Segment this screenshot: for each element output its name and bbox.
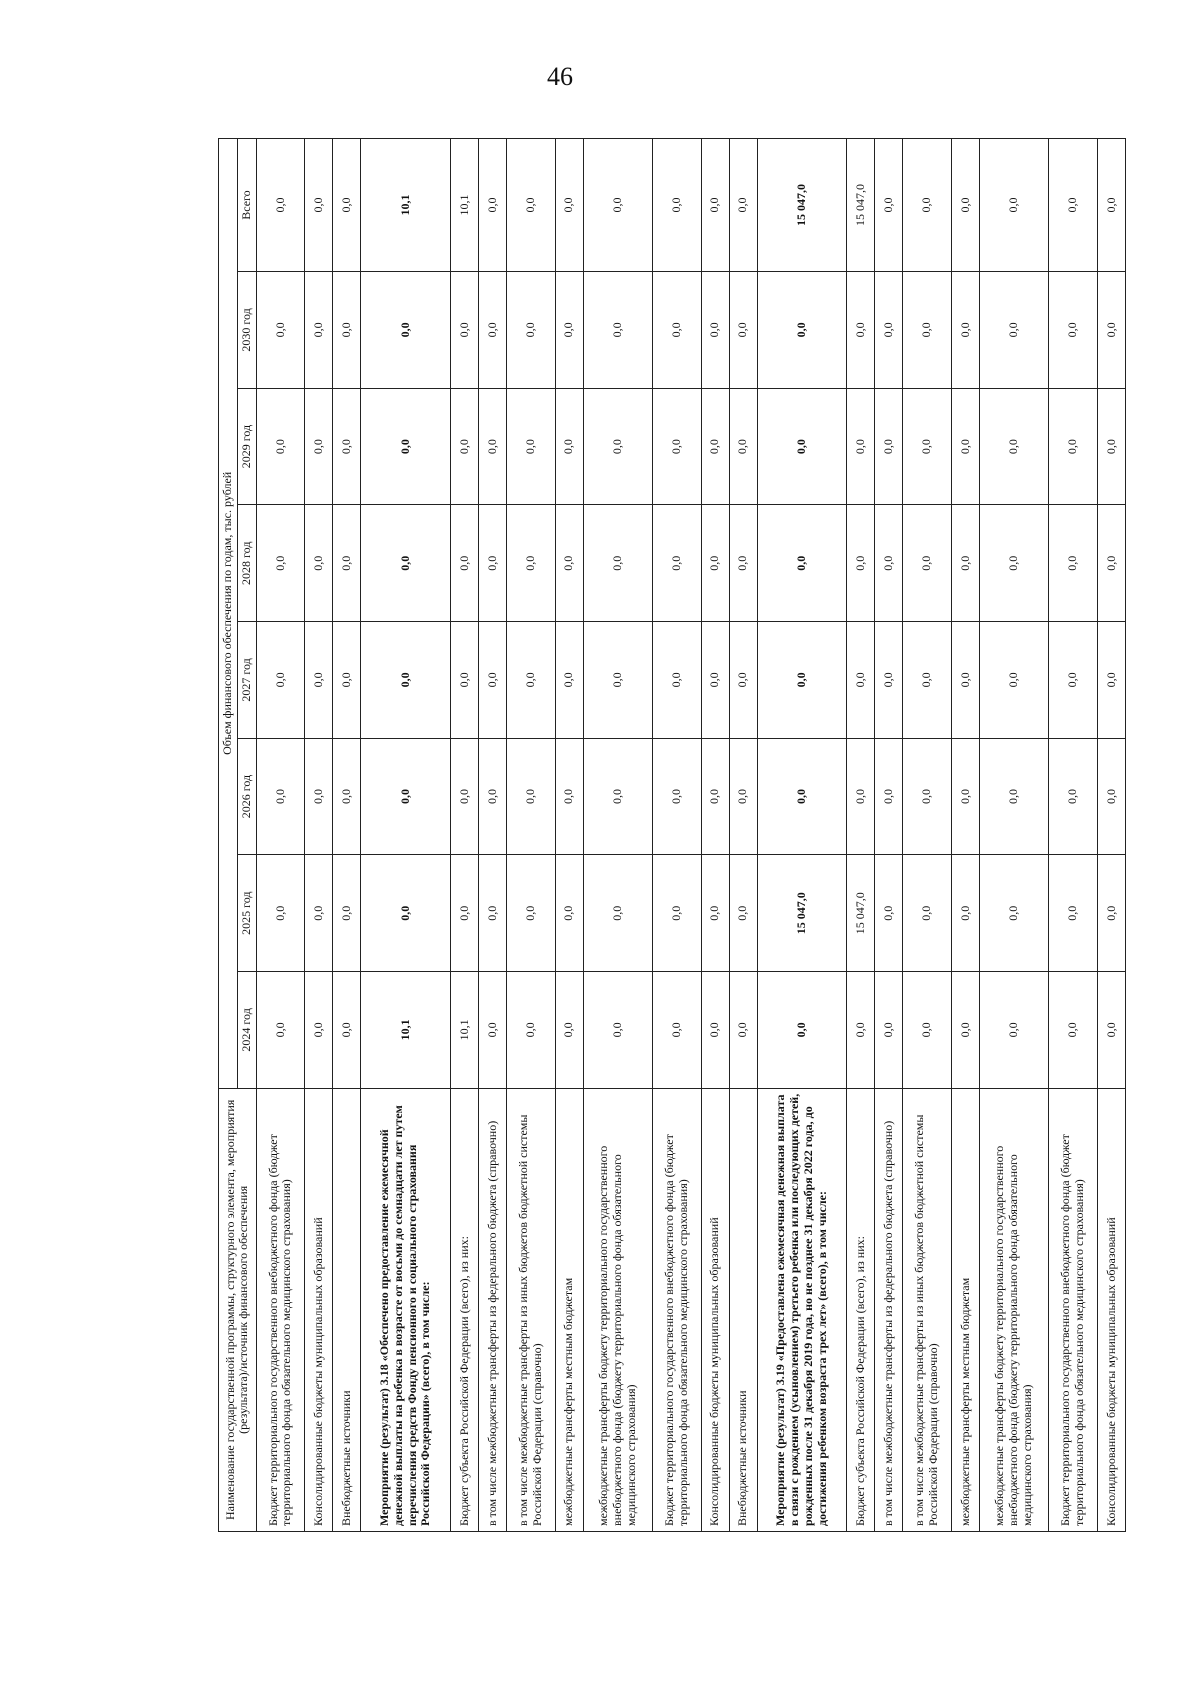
row-name: Мероприятие (результат) 3.19 «Предоставлена ежемесячная денежная выплата в связи с рождением (усыновлением) третьего ребенка или последующих детей, рожденных после 31 декабря 2019 года, но не позднее 31 декабря 2022 года, до достижения ребенком возраста трех лет» (всего), в том числе:: [757, 1088, 847, 1531]
row-year-value: 0,0: [757, 972, 847, 1089]
row-year-value: 0,0: [1097, 855, 1125, 972]
row-year-value: 0,0: [333, 622, 361, 739]
row-year-value: 0,0: [361, 388, 451, 505]
row-year-value: 0,0: [847, 388, 875, 505]
row-year-value: 0,0: [333, 272, 361, 389]
row-year-value: 0,0: [980, 622, 1049, 739]
row-year-value: 0,0: [305, 505, 333, 622]
row-name: Бюджет субъекта Российской Федерации (всего), из них:: [847, 1088, 875, 1531]
header-row-top: [219, 139, 238, 1532]
row-name: межбюджетные трансферты местным бюджетам: [555, 1088, 583, 1531]
row-year-value: 0,0: [507, 855, 556, 972]
row-name: Внебюджетные источники: [729, 1088, 757, 1531]
header-year: 2025 год: [237, 855, 256, 972]
row-year-value: 0,0: [847, 622, 875, 739]
row-name: в том числе межбюджетные трансферты из иных бюджетов бюджетной системы Российской Федерации (справочно): [903, 1088, 952, 1531]
row-year-value: 0,0: [875, 622, 903, 739]
row-year-value: 0,0: [701, 622, 729, 739]
row-year-value: 0,0: [451, 622, 479, 739]
row-year-value: 0,0: [952, 388, 980, 505]
row-total-value: 0,0: [479, 139, 507, 272]
page-number: 46: [547, 62, 573, 91]
table-row: [1097, 139, 1125, 1532]
row-year-value: 0,0: [256, 388, 305, 505]
row-name: Бюджет территориального государственного внебюджетного фонда (бюджет территориального фонда обязательного медицинского страхования): [652, 1088, 701, 1531]
row-year-value: 0,0: [507, 738, 556, 855]
row-year-value: 0,0: [1049, 972, 1098, 1089]
table-row: [256, 139, 305, 1532]
row-year-value: 0,0: [305, 272, 333, 389]
row-total-value: 0,0: [952, 139, 980, 272]
row-name: Консолидированные бюджеты муниципальных образований: [1097, 1088, 1125, 1531]
row-year-value: 0,0: [701, 505, 729, 622]
row-year-value: 0,0: [555, 505, 583, 622]
table-row: [847, 139, 875, 1532]
row-year-value: 0,0: [980, 388, 1049, 505]
row-total-value: 10,1: [451, 139, 479, 272]
row-year-value: 15 047,0: [757, 855, 847, 972]
row-year-value: 0,0: [305, 972, 333, 1089]
row-year-value: 0,0: [757, 738, 847, 855]
row-year-value: 0,0: [583, 622, 652, 739]
row-name: межбюджетные трансферты бюджету территориального государственного внебюджетного фонда (бюджету территориального фонда обязательного медицинского страхования): [583, 1088, 652, 1531]
row-year-value: 0,0: [1049, 855, 1098, 972]
row-total-value: 0,0: [729, 139, 757, 272]
row-year-value: 0,0: [875, 505, 903, 622]
row-year-value: 0,0: [507, 272, 556, 389]
row-year-value: 0,0: [1049, 272, 1098, 389]
row-year-value: 0,0: [903, 388, 952, 505]
row-year-value: 0,0: [583, 505, 652, 622]
row-year-value: 0,0: [583, 855, 652, 972]
row-year-value: 0,0: [1097, 388, 1125, 505]
row-year-value: 0,0: [256, 738, 305, 855]
row-year-value: 0,0: [875, 388, 903, 505]
row-year-value: 0,0: [507, 622, 556, 739]
row-total-value: 0,0: [903, 139, 952, 272]
row-year-value: 0,0: [701, 855, 729, 972]
row-year-value: 0,0: [305, 738, 333, 855]
row-year-value: 0,0: [980, 272, 1049, 389]
row-year-value: 0,0: [361, 505, 451, 622]
row-year-value: 0,0: [729, 272, 757, 389]
row-year-value: 0,0: [583, 738, 652, 855]
table-row: [952, 139, 980, 1532]
row-year-value: 0,0: [847, 505, 875, 622]
header-volume-title: Объем финансового обеспечения по годам, тыс. рублей: [219, 139, 238, 1089]
row-year-value: 0,0: [1049, 388, 1098, 505]
row-year-value: 0,0: [479, 738, 507, 855]
row-year-value: 0,0: [652, 972, 701, 1089]
row-year-value: 0,0: [451, 505, 479, 622]
row-year-value: 0,0: [507, 388, 556, 505]
row-total-value: 10,1: [361, 139, 451, 272]
table-row: [583, 139, 652, 1532]
table-row: [555, 139, 583, 1532]
table-row: [479, 139, 507, 1532]
row-name: Консолидированные бюджеты муниципальных образований: [701, 1088, 729, 1531]
header-total: Всего: [237, 139, 256, 272]
row-year-value: 10,1: [451, 972, 479, 1089]
table-row: [652, 139, 701, 1532]
row-total-value: 0,0: [256, 139, 305, 272]
row-year-value: 0,0: [729, 738, 757, 855]
row-year-value: 0,0: [1097, 738, 1125, 855]
row-year-value: 0,0: [583, 972, 652, 1089]
row-year-value: 0,0: [479, 622, 507, 739]
table-row: [305, 139, 333, 1532]
row-year-value: 0,0: [333, 505, 361, 622]
row-year-value: 0,0: [875, 738, 903, 855]
header-year: 2027 год: [237, 622, 256, 739]
row-name: Бюджет территориального государственного внебюджетного фонда (бюджет территориального фонда обязательного медицинского страхования): [256, 1088, 305, 1531]
row-year-value: 0,0: [652, 388, 701, 505]
row-total-value: 0,0: [583, 139, 652, 272]
table-row: [451, 139, 479, 1532]
table-row: [333, 139, 361, 1532]
row-year-value: 0,0: [451, 855, 479, 972]
row-year-value: 0,0: [555, 855, 583, 972]
row-year-value: 0,0: [256, 622, 305, 739]
row-year-value: 0,0: [451, 272, 479, 389]
row-year-value: 0,0: [652, 272, 701, 389]
row-year-value: 0,0: [555, 388, 583, 505]
row-name: в том числе межбюджетные трансферты из иных бюджетов бюджетной системы Российской Федерации (справочно): [507, 1088, 556, 1531]
row-year-value: 0,0: [479, 505, 507, 622]
row-year-value: 0,0: [256, 505, 305, 622]
row-year-value: 0,0: [757, 622, 847, 739]
row-year-value: 0,0: [980, 505, 1049, 622]
row-year-value: 0,0: [555, 272, 583, 389]
table-row: [1049, 139, 1098, 1532]
table-row: [903, 139, 952, 1532]
row-year-value: 0,0: [757, 388, 847, 505]
row-year-value: 0,0: [583, 272, 652, 389]
row-year-value: 0,0: [1097, 972, 1125, 1089]
row-year-value: 0,0: [903, 272, 952, 389]
row-year-value: 0,0: [1049, 622, 1098, 739]
row-year-value: 0,0: [507, 505, 556, 622]
row-year-value: 0,0: [333, 972, 361, 1089]
row-total-value: 0,0: [1097, 139, 1125, 272]
row-name: в том числе межбюджетные трансферты из федерального бюджета (справочно): [479, 1088, 507, 1531]
row-year-value: 0,0: [701, 388, 729, 505]
row-year-value: 0,0: [952, 622, 980, 739]
row-year-value: 0,0: [305, 855, 333, 972]
row-name: Бюджет территориального государственного внебюджетного фонда (бюджет территориального фонда обязательного медицинского страхования): [1049, 1088, 1098, 1531]
row-year-value: 0,0: [361, 272, 451, 389]
row-year-value: 0,0: [903, 855, 952, 972]
row-year-value: 0,0: [652, 738, 701, 855]
row-year-value: 0,0: [507, 972, 556, 1089]
row-total-value: 15 047,0: [847, 139, 875, 272]
row-name: Консолидированные бюджеты муниципальных образований: [305, 1088, 333, 1531]
row-year-value: 0,0: [361, 855, 451, 972]
row-year-value: 0,0: [555, 738, 583, 855]
table-row: [701, 139, 729, 1532]
rotated-page-area: [218, 138, 1126, 1532]
row-year-value: 0,0: [701, 972, 729, 1089]
row-year-value: 0,0: [479, 855, 507, 972]
row-year-value: 0,0: [980, 972, 1049, 1089]
row-total-value: 0,0: [980, 139, 1049, 272]
row-total-value: 0,0: [875, 139, 903, 272]
table-row: [361, 139, 451, 1532]
row-year-value: 0,0: [1049, 505, 1098, 622]
row-year-value: 0,0: [875, 972, 903, 1089]
row-year-value: 0,0: [952, 855, 980, 972]
row-name: межбюджетные трансферты местным бюджетам: [952, 1088, 980, 1531]
row-year-value: 10,1: [361, 972, 451, 1089]
row-year-value: 0,0: [361, 622, 451, 739]
row-year-value: 0,0: [333, 738, 361, 855]
row-year-value: 0,0: [980, 855, 1049, 972]
row-total-value: 0,0: [507, 139, 556, 272]
row-year-value: 0,0: [952, 738, 980, 855]
financing-sheet: [218, 138, 1126, 1532]
row-year-value: 0,0: [583, 388, 652, 505]
table-row: [757, 139, 847, 1532]
row-year-value: 0,0: [333, 388, 361, 505]
row-year-value: 0,0: [952, 505, 980, 622]
row-total-value: 15 047,0: [757, 139, 847, 272]
row-name: Бюджет субъекта Российской Федерации (всего), из них:: [451, 1088, 479, 1531]
row-year-value: 15 047,0: [847, 855, 875, 972]
row-year-value: 0,0: [361, 738, 451, 855]
row-year-value: 0,0: [305, 388, 333, 505]
row-year-value: 0,0: [729, 388, 757, 505]
row-year-value: 0,0: [757, 272, 847, 389]
row-year-value: 0,0: [451, 738, 479, 855]
row-year-value: 0,0: [652, 622, 701, 739]
row-total-value: 0,0: [333, 139, 361, 272]
table-row: [729, 139, 757, 1532]
row-year-value: 0,0: [903, 972, 952, 1089]
table-row: [507, 139, 556, 1532]
row-year-value: 0,0: [256, 972, 305, 1089]
row-year-value: 0,0: [479, 972, 507, 1089]
row-year-value: 0,0: [479, 272, 507, 389]
row-year-value: 0,0: [1049, 738, 1098, 855]
table-row: [875, 139, 903, 1532]
row-total-value: 0,0: [701, 139, 729, 272]
row-total-value: 0,0: [555, 139, 583, 272]
row-year-value: 0,0: [952, 972, 980, 1089]
row-year-value: 0,0: [701, 738, 729, 855]
row-year-value: 0,0: [729, 505, 757, 622]
row-year-value: 0,0: [847, 738, 875, 855]
table-row: [980, 139, 1049, 1532]
row-year-value: 0,0: [952, 272, 980, 389]
row-total-value: 0,0: [652, 139, 701, 272]
header-name-column: Наименование государственной программы, структурного элемента, мероприятия (результата)/источник финансового обеспечения: [219, 1088, 257, 1531]
row-total-value: 0,0: [305, 139, 333, 272]
row-year-value: 0,0: [451, 388, 479, 505]
row-year-value: 0,0: [903, 505, 952, 622]
row-year-value: 0,0: [847, 972, 875, 1089]
row-year-value: 0,0: [652, 505, 701, 622]
row-year-value: 0,0: [1097, 622, 1125, 739]
row-year-value: 0,0: [652, 855, 701, 972]
row-name: Внебюджетные источники: [333, 1088, 361, 1531]
row-year-value: 0,0: [555, 622, 583, 739]
row-year-value: 0,0: [875, 855, 903, 972]
header-year: 2028 год: [237, 505, 256, 622]
row-year-value: 0,0: [729, 972, 757, 1089]
row-year-value: 0,0: [729, 855, 757, 972]
row-year-value: 0,0: [729, 622, 757, 739]
header-year: 2029 год: [237, 388, 256, 505]
row-name: межбюджетные трансферты бюджету территориального государственного внебюджетного фонда (бюджету территориального фонда обязательного медицинского страхования): [980, 1088, 1049, 1531]
row-year-value: 0,0: [256, 855, 305, 972]
row-year-value: 0,0: [333, 855, 361, 972]
row-year-value: 0,0: [555, 972, 583, 1089]
row-year-value: 0,0: [903, 738, 952, 855]
row-name: в том числе межбюджетные трансферты из федерального бюджета (справочно): [875, 1088, 903, 1531]
row-year-value: 0,0: [903, 622, 952, 739]
row-year-value: 0,0: [757, 505, 847, 622]
row-year-value: 0,0: [1097, 272, 1125, 389]
row-year-value: 0,0: [847, 272, 875, 389]
row-year-value: 0,0: [256, 272, 305, 389]
header-year: 2030 год: [237, 272, 256, 389]
row-year-value: 0,0: [1097, 505, 1125, 622]
row-name: Мероприятие (результат) 3.18 «Обеспечено предоставление ежемесячной денежной выплаты на ребенка в возрасте от восьми до семнадцати лет путем перечисления средств Фонду пенсионного и социального страхования Российской Федерации» (всего), в том числе:: [361, 1088, 451, 1531]
row-year-value: 0,0: [875, 272, 903, 389]
header-year: 2024 год: [237, 972, 256, 1089]
financing-table: [218, 138, 1126, 1532]
row-year-value: 0,0: [701, 272, 729, 389]
header-year: 2026 год: [237, 738, 256, 855]
row-total-value: 0,0: [1049, 139, 1098, 272]
row-year-value: 0,0: [305, 622, 333, 739]
row-year-value: 0,0: [980, 738, 1049, 855]
row-year-value: 0,0: [479, 388, 507, 505]
